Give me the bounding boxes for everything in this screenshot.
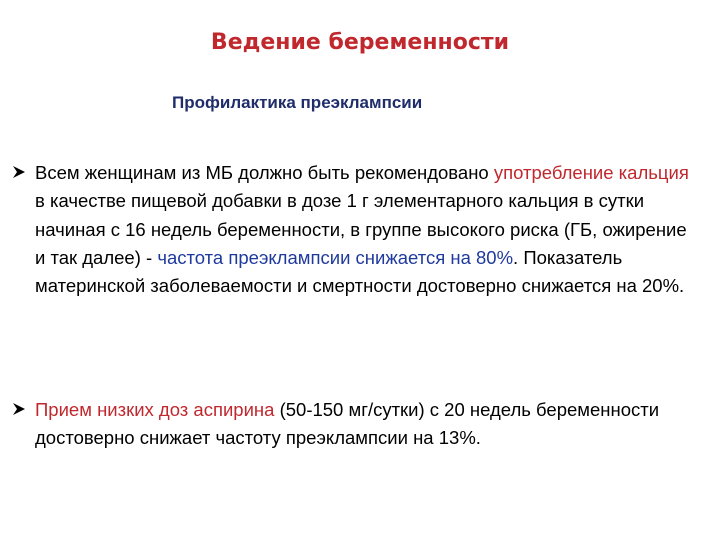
bullet-item	[12, 396, 692, 453]
slide-subtitle: Профилактика преэклампсии	[172, 93, 423, 112]
preeclampsia-reduction-highlight: частота преэклампсии снижается на 80%	[157, 246, 514, 268]
arrowhead-bullet-icon	[12, 165, 26, 179]
bullet-item	[12, 159, 692, 300]
bullet-text	[12, 159, 692, 300]
arrowhead-bullet-icon	[12, 402, 26, 416]
bullet-text	[12, 396, 692, 453]
calcium-highlight: употребление кальция	[493, 162, 689, 183]
slide-title: Ведение беременности	[210, 30, 510, 55]
bullet-text-plain: в качестве пищевой добавки в дозе 1 г элементарного кальция в сутки начиная с 16 недель беременности, в группе высокого риска (ГБ, ожирение и так далее) -	[35, 190, 687, 268]
bullet-text-plain: Всем женщинам из МБ должно быть рекомендовано	[35, 162, 494, 183]
bullet-text-plain: (50-150 мг/сутки) с 20 недель беременности достоверно снижает частоту преэклампсии на 13%.	[35, 399, 660, 449]
aspirin-highlight: Прием низких доз аспирина	[35, 399, 275, 420]
bullet-text-plain: . Показатель материнской заболеваемости и смертности достоверно снижается на 20%.	[35, 246, 685, 297]
